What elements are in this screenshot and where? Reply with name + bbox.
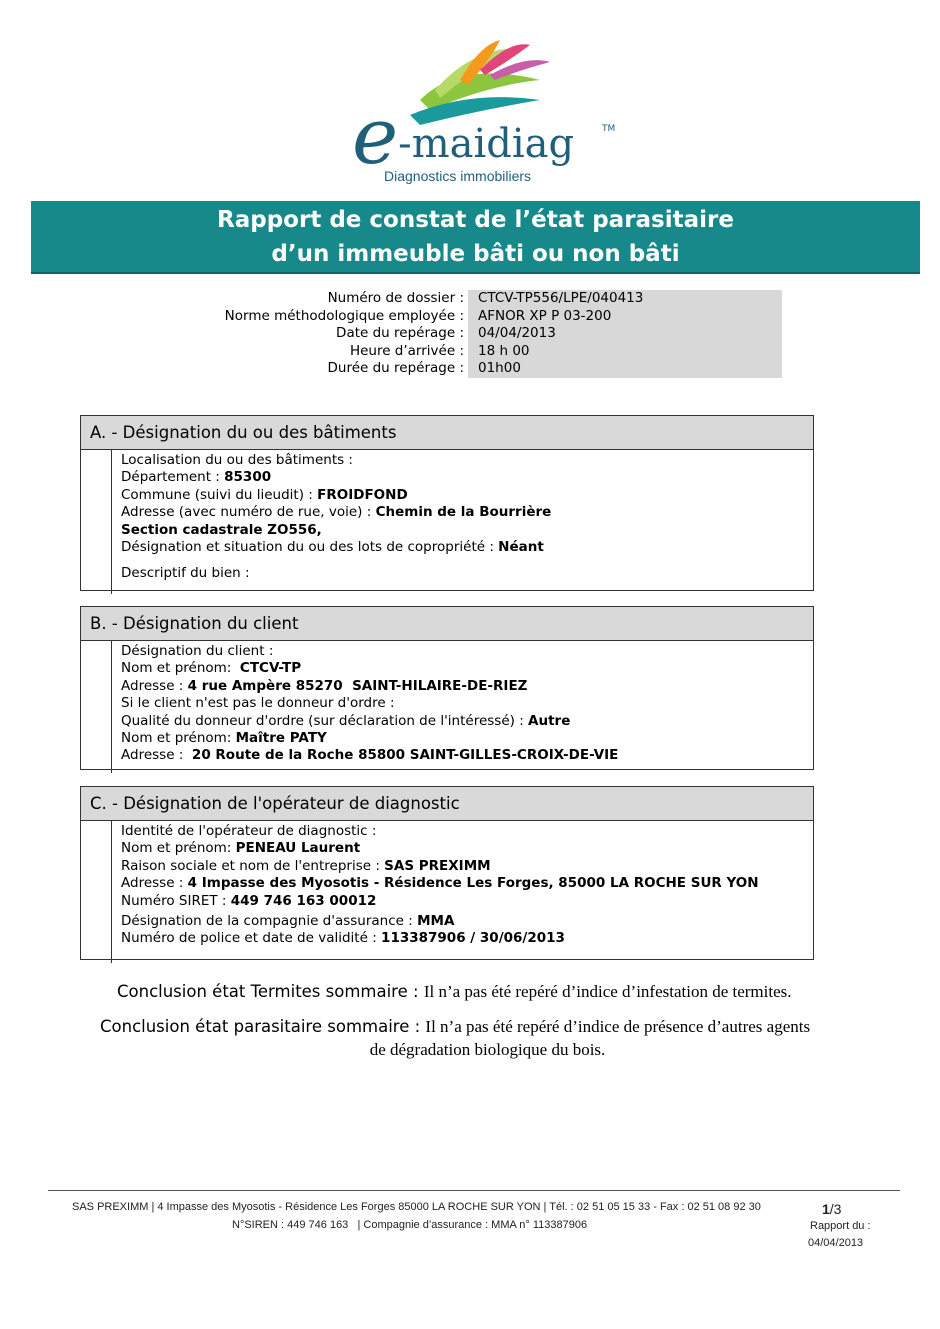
meta-value: AFNOR XP P 03-200: [468, 308, 782, 326]
lots-value: Néant: [498, 539, 544, 556]
meta-value: 04/04/2013: [468, 325, 782, 343]
report-label: Rapport du :: [810, 1220, 871, 1232]
meta-row: [180, 325, 556, 343]
operateur-address-value: 4 Impasse des Myosotis - Résidence Les Forges, 85000 LA ROCHE SUR YON: [187, 875, 759, 892]
client-name-label: Nom et prénom:: [121, 660, 240, 677]
raison-sociale-line: [121, 858, 805, 875]
conclusion-parasitaire-text-2: de dégradation biologique du bois.: [369, 1040, 606, 1059]
conclusion-parasitaire: [100, 1017, 890, 1037]
section-a-body: [111, 450, 813, 594]
siret-line: [121, 893, 805, 910]
lots-label: Désignation et situation du ou des lots de copropriété :: [121, 539, 499, 556]
logo-maidiag: -maidiag: [398, 121, 575, 167]
departement-line: [121, 469, 805, 486]
footer-siren-line: N°SIREN : 449 746 163 | Compagnie d’assurance : MMA n° 113387906: [232, 1219, 588, 1231]
logo-e: e: [352, 92, 399, 182]
page-current: 1: [822, 1201, 830, 1217]
siret-label: Numéro SIRET :: [121, 892, 231, 909]
operateur-name-value: PENEAU Laurent: [235, 840, 361, 857]
dossier-meta: [180, 290, 644, 378]
section-cadastrale: Section cadastrale ZO556,: [121, 521, 322, 538]
siret-value: 449 746 163 00012: [230, 892, 377, 909]
section-a-title: A. - Désignation du ou des bâtiments: [81, 416, 813, 450]
operateur-name-line: [121, 840, 805, 857]
commune-value: FROIDFOND: [317, 486, 408, 503]
client-address-value: 4 rue Ampère 85270 SAINT-HILAIRE-DE-RIEZ: [187, 677, 528, 694]
section-c-title: C. - Désignation de l'opérateur de diagnostic: [81, 787, 813, 821]
client-designation-label: Désignation du client :: [121, 643, 274, 659]
meta-label: Norme méthodologique employée :: [224, 307, 464, 324]
donneur-name-label: Nom et prénom:: [121, 730, 236, 747]
title-line-1: Rapport de constat de l’état parasitaire: [217, 207, 734, 233]
qualite-value: Autre: [528, 712, 571, 729]
conclusion-parasitaire-label: Conclusion état parasitaire sommaire :: [100, 1017, 426, 1036]
donneur-address-value: 20 Route de la Roche 85800 SAINT-GILLES-CROIX-DE-VIE: [191, 747, 619, 764]
departement-value: 85300: [224, 469, 272, 486]
meta-value: CTCV-TP556/LPE/040413: [468, 290, 782, 308]
meta-row: [180, 307, 612, 326]
client-address-line: [121, 678, 805, 695]
section-b: [80, 606, 814, 770]
title-line-2: d’un immeuble bâti ou non bâti: [271, 241, 680, 267]
assurance-line: [121, 913, 805, 930]
meta-row: [180, 342, 530, 361]
section-a: [80, 415, 814, 591]
assurance-label: Désignation de la compagnie d'assurance :: [121, 913, 418, 930]
donneur-address-line: [121, 747, 805, 764]
adresse-line: [121, 504, 805, 521]
conclusion-parasitaire-text-1: Il n’a pas été repéré d’indice de présence d’autres agents: [425, 1017, 811, 1036]
commune-line: [121, 487, 805, 504]
meta-row: [180, 360, 521, 378]
police-label: Numéro de police et date de validité :: [121, 930, 382, 947]
page-number: [822, 1201, 841, 1217]
section-c-body: [111, 821, 813, 963]
client-name-line: [121, 660, 805, 677]
meta-label: Date du repérage :: [336, 325, 464, 341]
donneur-name-value: Maître PATY: [235, 730, 327, 747]
conclusion-termites: [117, 982, 792, 1002]
logo-subtitle: Diagnostics immobiliers: [384, 168, 532, 184]
assurance-value: MMA: [417, 913, 455, 930]
commune-label: Commune (suivi du lieudit) :: [121, 486, 318, 503]
donneur-name-line: [121, 730, 805, 747]
operateur-name-label: Nom et prénom:: [121, 840, 236, 857]
meta-row: [180, 290, 644, 308]
title-banner: [31, 201, 920, 274]
police-line: [121, 930, 805, 947]
client-name-value: CTCV-TP: [239, 660, 302, 677]
qualite-line: [121, 713, 805, 730]
operateur-identite-label: Identité de l'opérateur de diagnostic :: [121, 823, 377, 839]
localisation-label: Localisation du ou des bâtiments :: [121, 452, 353, 468]
section-b-title: B. - Désignation du client: [81, 607, 813, 641]
adresse-label: Adresse (avec numéro de rue, voie) :: [121, 504, 376, 521]
conclusion-parasitaire-cont: [0, 1040, 940, 1060]
report-date: 04/04/2013: [808, 1237, 864, 1249]
footer-company-line: SAS PREXIMM | 4 Impasse des Myosotis - Résidence Les Forges 85000 LA ROCHE SUR YON | Tél. : 02 51 05 15 33 - Fax : 02 51 08 92 30: [72, 1201, 761, 1213]
donneur-ordre-label: Si le client n'est pas le donneur d'ordre :: [121, 695, 395, 712]
section-b-body: [111, 641, 813, 773]
descriptif-label: Descriptif du bien :: [121, 565, 250, 582]
departement-label: Département :: [121, 469, 225, 486]
page-total: /3: [829, 1201, 842, 1217]
footer-divider: [48, 1190, 900, 1191]
meta-label: Durée du repérage :: [327, 360, 464, 376]
lots-line: [121, 539, 805, 556]
logo-trademark: TM: [602, 124, 616, 134]
meta-label: Numéro de dossier :: [327, 290, 464, 306]
police-value: 113387906 / 30/06/2013: [381, 930, 565, 947]
raison-sociale-value: SAS PREXIMM: [384, 857, 491, 874]
meta-value: 01h00: [468, 360, 782, 378]
adresse-value: Chemin de la Bourrière: [375, 504, 552, 521]
logo-wordmark: [352, 92, 575, 182]
operateur-address-label: Adresse :: [121, 875, 188, 892]
section-c: [80, 786, 814, 960]
conclusion-termites-text: Il n’a pas été repéré d’indice d’infestation de termites.: [423, 982, 792, 1001]
client-address-label: Adresse :: [121, 677, 188, 694]
operateur-address-line: [121, 875, 805, 892]
qualite-label: Qualité du donneur d'ordre (sur déclaration de l'intéressé) :: [121, 712, 529, 729]
conclusion-termites-label: Conclusion état Termites sommaire :: [117, 982, 424, 1001]
donneur-address-label: Adresse :: [121, 747, 192, 764]
meta-value: 18 h 00: [468, 343, 782, 361]
meta-label: Heure d’arrivée :: [349, 342, 464, 359]
raison-sociale-label: Raison sociale et nom de l'entreprise :: [121, 857, 385, 874]
